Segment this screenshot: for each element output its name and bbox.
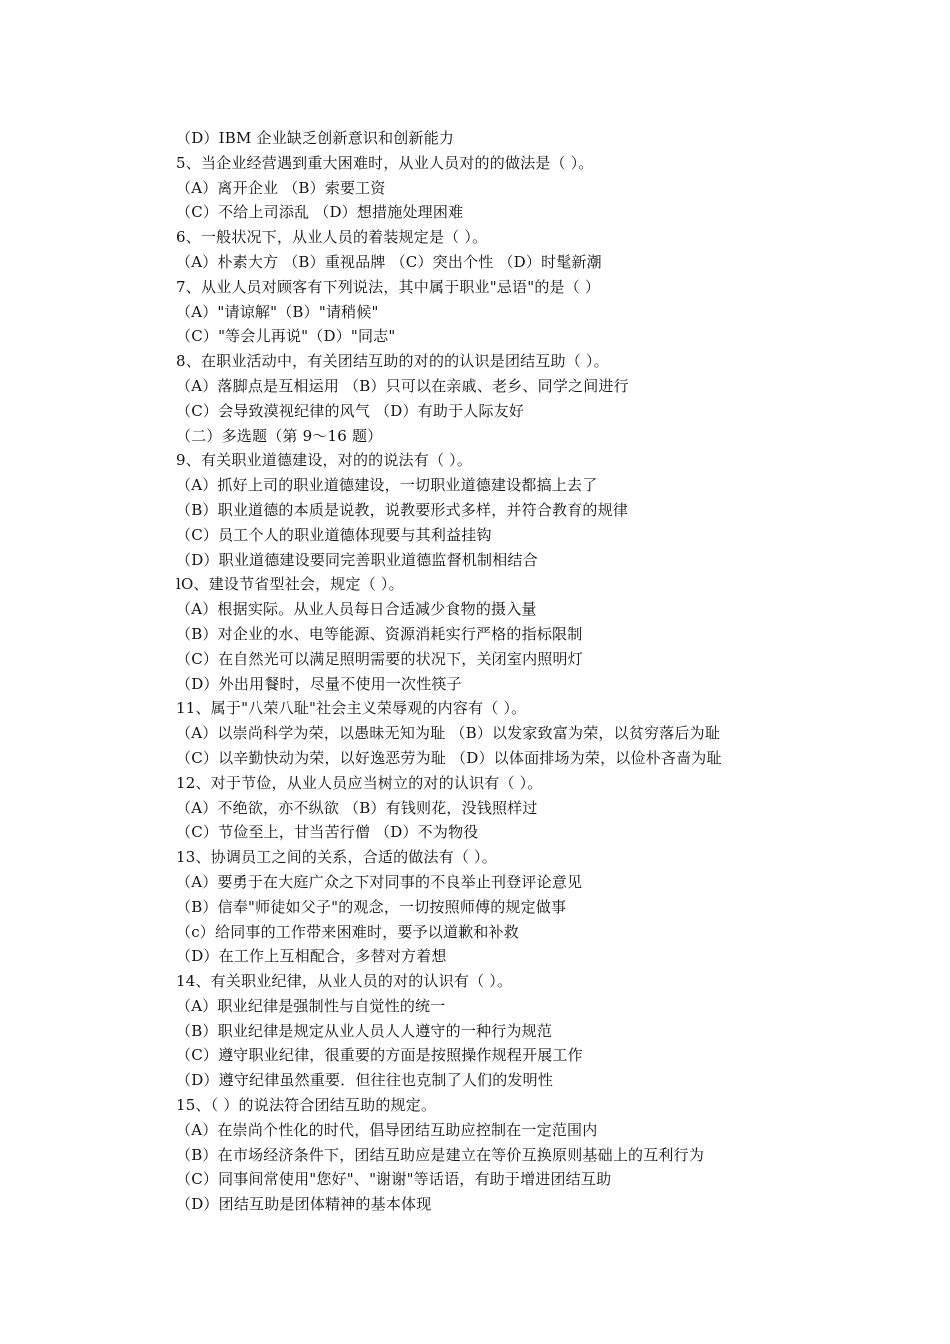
question-line: 9、有关职业道德建设，对的的说法有（ ）。: [176, 451, 473, 470]
option-line: （C）在自然光可以满足照明需要的状况下，关闭室内照明灯: [176, 649, 583, 668]
option-line: （A）"请谅解"（B）"请稍候": [176, 302, 379, 321]
option-line: （C）遵守职业纪律，很重要的方面是按照操作规程开展工作: [176, 1046, 583, 1065]
question-line: 11、属于"八荣八耻"社会主义荣辱观的内容有（ ）。: [176, 699, 527, 718]
question-line: 13、协调员工之间的关系，合适的做法有（ ）。: [176, 848, 497, 867]
option-line: （C）同事间常使用"您好"、"谢谢"等话语，有助于增进团结互助: [176, 1170, 612, 1189]
option-line: （A）职业纪律是强制性与自觉性的统一: [176, 996, 446, 1015]
option-line: （B）信奉"师徒如父子"的观念，一切按照师傅的规定做事: [176, 897, 567, 916]
option-line: （B）在市场经济条件下，团结互助应是建立在等价互换原则基础上的互利行为: [176, 1145, 705, 1164]
option-line: （A）不绝欲，亦不纵欲 （B）有钱则花，没钱照样过: [176, 798, 538, 817]
option-line: （A）离开企业 （B）索要工资: [176, 178, 386, 197]
question-line: lO、建设节省型社会，规定（ ）。: [176, 575, 404, 594]
option-line: （A）在崇尚个性化的时代，倡导团结互助应控制在一定范围内: [176, 1120, 598, 1139]
option-line: （C）以辛勤快动为荣，以好逸恶劳为耻 （D）以体面排场为荣，以俭朴吝啬为耻: [176, 748, 722, 767]
option-line: （c）给同事的工作带来困难时，要予以道歉和补救: [176, 922, 520, 941]
question-line: 8、在职业活动中，有关团结互助的对的的认识是团结互助（ ）。: [176, 352, 609, 371]
option-line: （B）职业道德的本质是说教，说教要形式多样，并符合教育的规律: [176, 500, 629, 519]
option-line: （D）职业道德建设要同完善职业道德监督机制相结合: [176, 550, 538, 569]
option-line: （C）"等会儿再说"（D）"同志": [176, 327, 396, 346]
option-line: （A）以崇尚科学为荣，以愚昧无知为耻 （B）以发家致富为荣，以贫穷落后为耻: [176, 724, 721, 743]
option-line: （D）外出用餐时，尽量不使用一次性筷子: [176, 674, 462, 693]
option-line: （D）遵守纪律虽然重要．但往往也克制了人们的发明性: [176, 1071, 554, 1090]
option-line: （D）在工作上互相配合，多替对方着想: [176, 947, 447, 966]
option-line: （C）会导致漠视纪律的风气 （D）有助于人际友好: [176, 401, 525, 420]
option-line: （D）团结互助是团体精神的基本体现: [176, 1195, 432, 1214]
option-line: （A）落脚点是互相运用 （B）只可以在亲戚、老乡、同学之间进行: [176, 376, 629, 395]
section-heading: （二）多选题（第 9～16 题）: [176, 426, 383, 445]
question-line: 14、有关职业纪律，从业人员的对的认识有（ ）。: [176, 972, 513, 991]
question-line: 5、当企业经营遇到重大困难时，从业人员对的的做法是（ ）。: [176, 153, 594, 172]
question-line: 7、从业人员对顾客有下列说法，其中属于职业"忌语"的是（ ）: [176, 277, 601, 296]
option-line: （B）职业纪律是规定从业人员人人遵守的一种行为规范: [176, 1021, 553, 1040]
option-line: （D）IBM 企业缺乏创新意识和创新能力: [176, 129, 455, 147]
option-line: （B）对企业的水、电等能源、资源消耗实行严格的指标限制: [176, 624, 583, 643]
option-line: （C）节俭至上，甘当苦行僧 （D）不为物役: [176, 823, 479, 842]
option-line: （A）要勇于在大庭广众之下对同事的不良举止刊登评论意见: [176, 872, 583, 891]
option-line: （A）根据实际。从业人员每日合适减少食物的摄入量: [176, 600, 537, 619]
option-line: （A）朴素大方 （B）重视品牌 （C）突出个性 （D）时髦新潮: [176, 252, 602, 271]
option-line: （C）不给上司添乱 （D）想措施处理困难: [176, 203, 464, 222]
question-line: 12、对于节俭，从业人员应当树立的对的认识有（ ）。: [176, 773, 543, 792]
question-line: 6、一般状况下，从业人员的着装规定是（ ）。: [176, 228, 488, 247]
question-line: 15、（ ）的说法符合团结互助的规定。: [176, 1096, 437, 1115]
option-line: （A）抓好上司的职业道德建设，一切职业道德建设都搞上去了: [176, 476, 598, 495]
option-line: （C）员工个人的职业道德体现要与其利益挂钩: [176, 525, 492, 544]
document-body: [176, 126, 816, 1217]
